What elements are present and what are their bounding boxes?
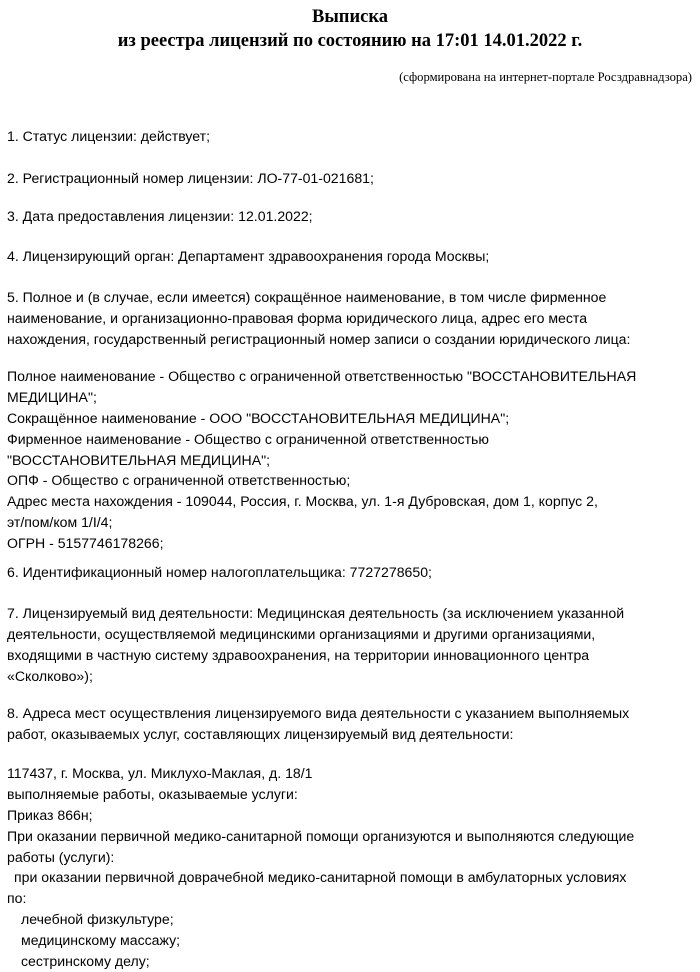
legal-form-line: ОПФ - Общество с ограниченной ответственностью; bbox=[7, 472, 351, 489]
brand-name-line: "ВОССТАНОВИТЕЛЬНАЯ МЕДИЦИНА"; bbox=[7, 451, 271, 468]
document-title: Выписка bbox=[312, 7, 388, 27]
addresses-heading-line: работ, оказываемых услуг, составляющих лицензируемый вид деятельности: bbox=[7, 725, 514, 742]
address-block bbox=[7, 763, 697, 972]
source-note: (сформирована на интернет-портале Росздравнадзора) bbox=[399, 70, 692, 84]
inn-line: 6. Идентификационный номер налогоплательщика: 7727278650; bbox=[7, 564, 432, 580]
sub-heading-line: при оказании первичной доврачебной медико-санитарной помощи в амбулаторных условиях bbox=[14, 869, 627, 886]
activity-line: входящими в частную систему здравоохранения, на территории инновационного центра bbox=[7, 646, 590, 663]
item-inn bbox=[7, 562, 697, 583]
date-line: 3. Дата предоставления лицензии: 12.01.2022; bbox=[7, 208, 313, 224]
status-line: 1. Статус лицензии: действует; bbox=[7, 128, 211, 144]
address-block-line: выполняемые работы, оказываемые услуги: bbox=[7, 785, 298, 802]
address-block-line: Приказ 866н; bbox=[7, 806, 93, 823]
service-item: медицинскому массажу; bbox=[21, 932, 181, 949]
sub-heading-line: по: bbox=[7, 890, 27, 907]
address-line: Адрес места нахождения - 109044, Россия, г. Москва, ул. 1-я Дубровская, дом 1, корпус 2, bbox=[7, 493, 598, 510]
activity-line: деятельности, осуществляемой медицинскими организациями и другими организациями, bbox=[7, 625, 596, 642]
full-name-line: МЕДИЦИНА"; bbox=[7, 388, 97, 405]
item-names-heading bbox=[7, 287, 697, 350]
addresses-heading-line: 8. Адреса мест осуществления лицензируемого вида деятельности с указанием выполняемых bbox=[7, 705, 630, 721]
item-date bbox=[7, 206, 697, 227]
service-item: сестринскому делу; bbox=[21, 953, 150, 970]
short-name-line: Сокращённое наименование - ООО "ВОССТАНОВИТЕЛЬНАЯ МЕДИЦИНА"; bbox=[7, 409, 510, 426]
address-block-line: При оказании первичной медико-санитарной помощи организуются и выполняются следующие bbox=[7, 827, 635, 844]
item-status bbox=[7, 126, 697, 147]
item-authority bbox=[7, 246, 697, 267]
document-subtitle: из реестра лицензий по состоянию на 17:01 14.01.2022 г. bbox=[117, 31, 583, 51]
authority-line: 4. Лицензирующий орган: Департамент здравоохранения города Москвы; bbox=[7, 248, 490, 264]
address-block-line: работы (услуги): bbox=[7, 848, 115, 865]
item-reg-number bbox=[7, 168, 697, 189]
names-heading-line: нахождения, государственный регистрационный номер записи о создании юридического лица: bbox=[7, 330, 631, 347]
full-name-line: Полное наименование - Общество с ограниченной ответственностью "ВОССТАНОВИТЕЛЬНАЯ bbox=[7, 368, 637, 384]
service-item: лечебной физкультуре; bbox=[21, 911, 174, 928]
item-names-details bbox=[7, 366, 697, 554]
names-heading-line: 5. Полное и (в случае, если имеется) сокращённое наименование, в том числе фирменное bbox=[7, 289, 607, 305]
item-addresses-heading bbox=[7, 703, 697, 745]
reg-number-line: 2. Регистрационный номер лицензии: ЛО-77-01-021681; bbox=[7, 170, 374, 186]
ogrn-line: ОГРН - 5157746178266; bbox=[7, 535, 164, 552]
brand-name-line: Фирменное наименование - Общество с ограниченной ответственностью bbox=[7, 430, 489, 447]
names-heading-line: наименование, и организационно-правовая форма юридического лица, адрес его места bbox=[7, 309, 588, 326]
activity-line: «Сколково»); bbox=[7, 667, 93, 684]
address-line: эт/пом/ком 1/I/4; bbox=[7, 514, 113, 531]
item-activity bbox=[7, 603, 697, 687]
address-block-line: 117437, г. Москва, ул. Миклухо-Маклая, д. 18/1 bbox=[7, 765, 313, 781]
activity-line: 7. Лицензируемый вид деятельности: Медицинская деятельность (за исключением указанной bbox=[7, 605, 625, 621]
